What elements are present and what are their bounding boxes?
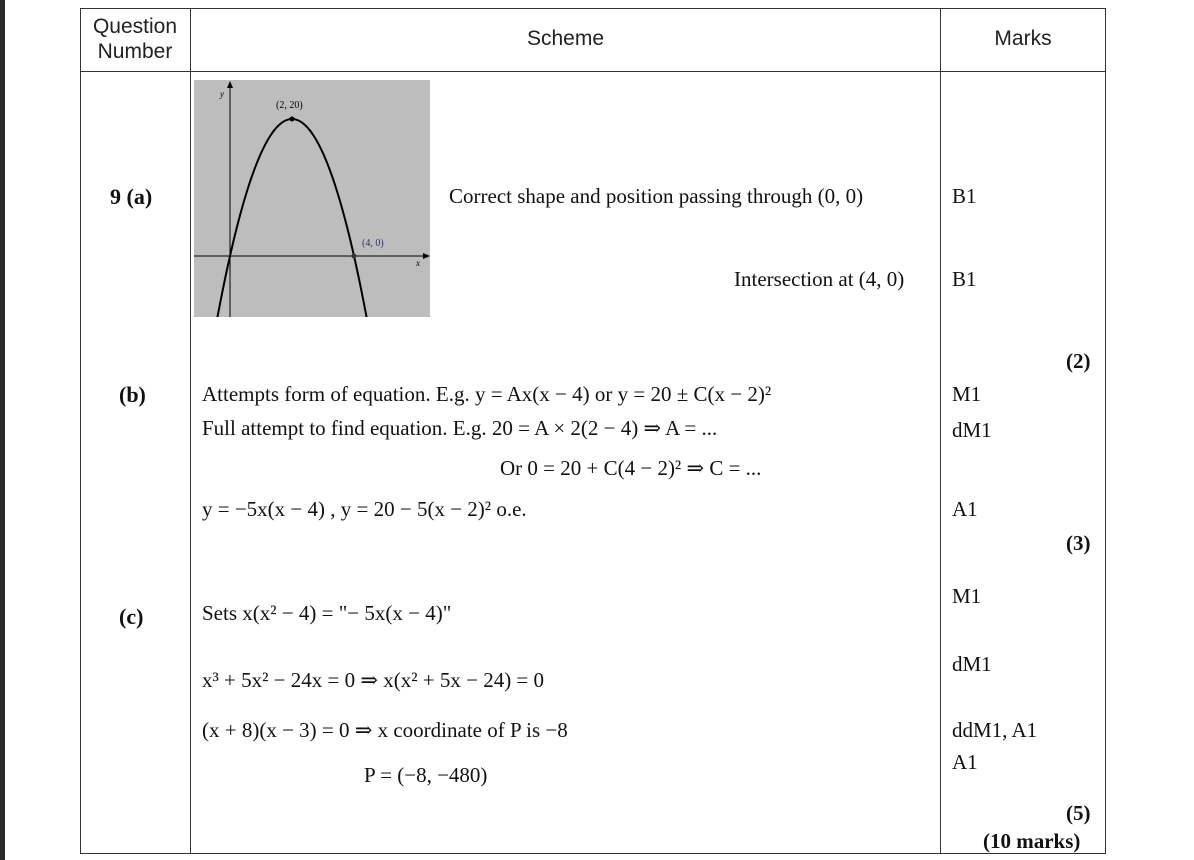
part-c-line-2: x³ + 5x² − 24x = 0 ⇒ x(x² + 5x − 24) = 0 xyxy=(202,668,545,692)
header-question-number: Question Number xyxy=(92,15,178,63)
table-bottom-border xyxy=(80,853,1106,854)
part-b-number: (b) xyxy=(119,382,146,407)
x-axis-label: x xyxy=(416,258,420,268)
part-b-line-1: Attempts form of equation. E.g. y = Ax(x − 4) or y = 20 ± C(x − 2)² xyxy=(202,382,772,406)
y-axis-label: y xyxy=(220,89,224,99)
part-a-number: 9 (a) xyxy=(110,184,153,209)
part-b-total: (3) xyxy=(1066,531,1091,555)
parabola-graph xyxy=(194,80,430,317)
part-a-total: (2) xyxy=(1066,349,1091,373)
part-c-line-4: P = (−8, −480) xyxy=(364,763,488,787)
part-c-number: (c) xyxy=(119,604,144,629)
root-label: (4, 0) xyxy=(362,238,384,249)
header-marks: Marks xyxy=(994,27,1052,50)
part-c-mark-2: dM1 xyxy=(952,652,992,676)
grand-total: (10 marks) xyxy=(983,829,1081,853)
table-top-border xyxy=(80,8,1106,9)
part-a-line-2: Intersection at (4, 0) xyxy=(734,267,905,291)
vertex-label: (2, 20) xyxy=(276,100,303,111)
header-scheme: Scheme xyxy=(526,27,605,50)
table-left-border xyxy=(80,8,81,854)
header-divider xyxy=(80,71,1106,72)
part-c-line-3: (x + 8)(x − 3) = 0 ⇒ x coordinate of P is −8 xyxy=(202,718,568,742)
part-b-mark-2: dM1 xyxy=(952,418,992,442)
part-a-mark-2: B1 xyxy=(952,267,977,291)
part-b-line-2: Full attempt to find equation. E.g. 20 = A × 2(2 − 4) ⇒ A = ... xyxy=(202,416,718,440)
part-c-mark-1: M1 xyxy=(952,584,982,608)
part-b-line-3: Or 0 = 20 + C(4 − 2)² ⇒ C = ... xyxy=(500,456,762,480)
part-a-mark-1: B1 xyxy=(952,184,977,208)
column-divider-2 xyxy=(940,8,941,854)
part-c-mark-4: A1 xyxy=(952,750,978,774)
part-c-mark-3: ddM1, A1 xyxy=(952,718,1038,742)
part-a-line-1: Correct shape and position passing through (0, 0) xyxy=(449,184,864,208)
graph-background xyxy=(194,80,430,317)
part-b-mark-1: M1 xyxy=(952,382,982,406)
root-point xyxy=(352,254,357,259)
table-right-border xyxy=(1105,8,1106,854)
part-c-line-1: Sets x(x² − 4) = "− 5x(x − 4)" xyxy=(202,601,452,625)
part-b-line-4: y = −5x(x − 4) , y = 20 − 5(x − 2)² o.e. xyxy=(202,497,527,521)
vertex-point xyxy=(290,117,295,122)
window-edge-bar xyxy=(0,0,5,860)
column-divider-1 xyxy=(190,8,191,854)
part-c-total: (5) xyxy=(1066,801,1091,825)
part-b-mark-4: A1 xyxy=(952,497,978,521)
